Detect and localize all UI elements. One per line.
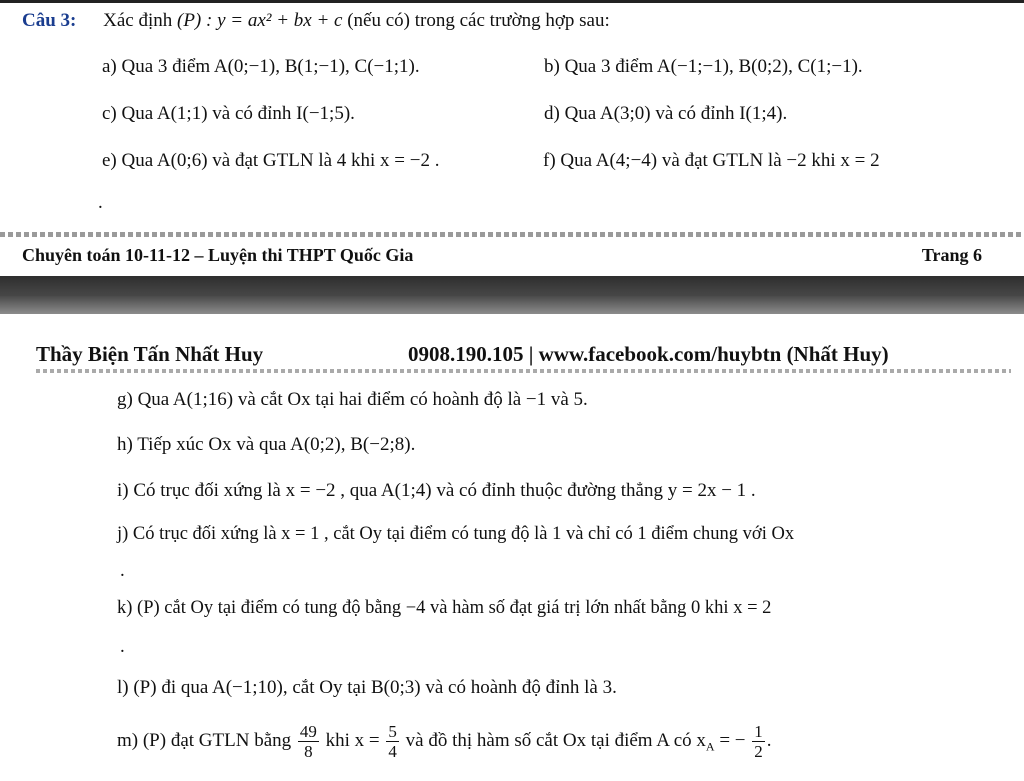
item-e: e) Qua A(0;6) và đạt GTLN là 4 khi x = −2 . [102, 150, 440, 171]
question-text: Xác định [103, 10, 173, 31]
item-g: g) Qua A(1;16) và cắt Ox tại hai điểm có hoành độ là −1 và 5. [117, 389, 588, 410]
footer-divider [0, 232, 1024, 237]
item-m-prefix: m) (P) đạt GTLN bằng [117, 729, 292, 751]
footer-right: Trang 6 [921, 245, 982, 265]
footer-left: Chuyên toán 10-11-12 – Luyện thi THPT Quốc Gia [22, 245, 414, 265]
fraction-5-4 [386, 722, 399, 761]
item-m [117, 722, 772, 761]
fraction-denominator: 8 [304, 742, 313, 761]
item-a: a) Qua 3 điểm A(0;−1), B(1;−1), C(−1;1). [102, 56, 420, 77]
item-k: k) (P) cắt Oy tại điểm có tung độ bằng −4 và hàm số đạt giá trị lớn nhất bằng 0 khi x = 2 [117, 598, 772, 618]
item-d: d) Qua A(3;0) và có đỉnh I(1;4). [544, 103, 788, 124]
item-m-mid2: và đồ thị hàm số cắt Ox tại điểm A có x [405, 729, 706, 751]
item-m-mid3: = − [719, 729, 746, 751]
header-divider [36, 369, 1011, 373]
question-tail: (nếu có) trong các trường hợp sau: [347, 10, 610, 31]
item-i: i) Có trục đối xứng là x = −2 , qua A(1;4) và có đỉnh thuộc đường thẳng y = 2x − 1 . [117, 480, 756, 501]
item-c: c) Qua A(1;1) và có đỉnh I(−1;5). [102, 103, 355, 124]
item-m-end: . [766, 729, 772, 751]
fraction-numerator: 5 [388, 722, 397, 741]
page-gap-shadow [0, 296, 1024, 314]
item-l: l) (P) đi qua A(−1;10), cắt Oy tại B(0;3) và có hoành độ đỉnh là 3. [117, 677, 617, 698]
fraction-denominator: 4 [388, 742, 397, 761]
item-m-subscript: A [705, 739, 715, 754]
item-b: b) Qua 3 điểm A(−1;−1), B(0;2), C(1;−1). [544, 56, 863, 77]
item-m-mid: khi x = [325, 729, 380, 751]
stray-dot: . [98, 192, 103, 213]
item-h: h) Tiếp xúc Ox và qua A(0;2), B(−2;8). [117, 434, 416, 455]
item-j: j) Có trục đối xứng là x = 1 , cắt Oy tại điểm có tung độ là 1 và chỉ có 1 điểm chung với Ox [117, 524, 795, 544]
fraction-numerator: 1 [754, 722, 763, 741]
page-upper [0, 0, 1024, 276]
fraction-49-8 [298, 722, 319, 761]
question-formula: (P) : y = ax² + bx + c [177, 10, 343, 31]
top-border [0, 0, 1024, 3]
question-header [22, 10, 610, 32]
question-label: Câu 3: [22, 10, 77, 31]
item-j-dot: . [120, 560, 125, 581]
fraction-numerator: 49 [299, 722, 317, 741]
header-left: Thầy Biện Tấn Nhất Huy [36, 342, 264, 366]
fraction-1-2 [752, 722, 765, 761]
header-right: 0908.190.105 | www.facebook.com/huybtn (Nhất Huy) [408, 342, 889, 366]
item-f: f) Qua A(4;−4) và đạt GTLN là −2 khi x = 2 [543, 150, 880, 171]
page-lower [0, 314, 1024, 781]
fraction-denominator: 2 [754, 742, 763, 761]
item-k-dot: . [120, 636, 125, 657]
